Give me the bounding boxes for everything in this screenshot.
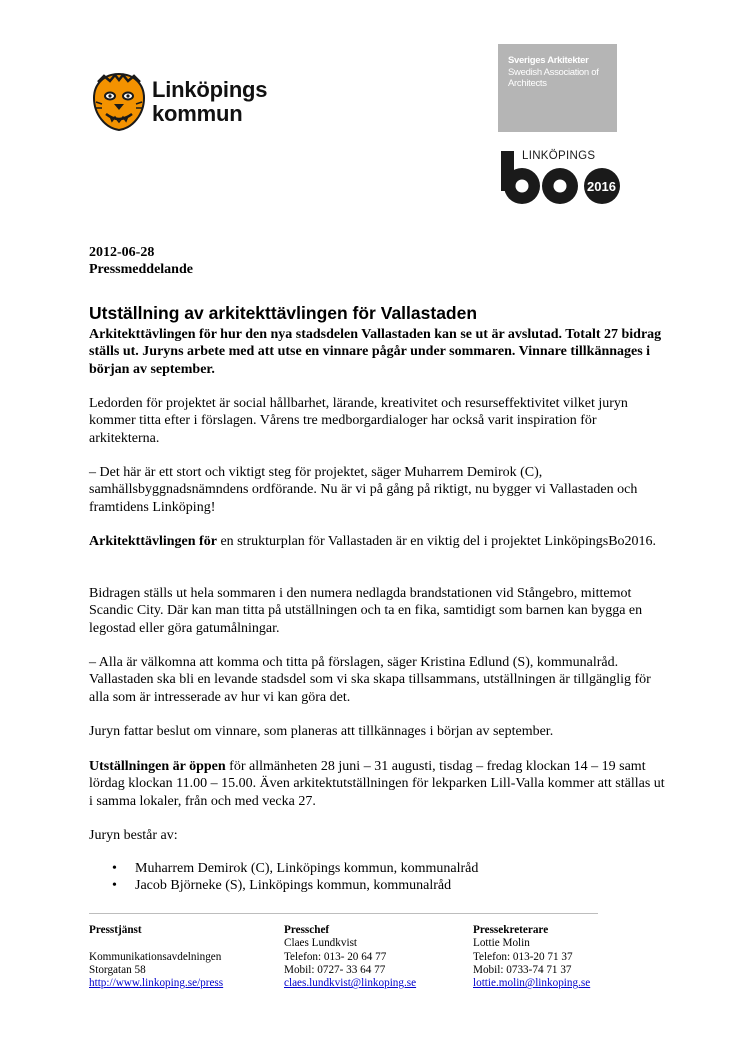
footer-line: Telefon: 013-20 71 37 [473,950,573,963]
press-link[interactable]: http://www.linkoping.se/press [89,977,224,990]
paragraph-2: – Det här är ett stort och viktigt steg för projektet, säger Muharrem Demirok (C), samhällsbyggnadsnämndens ordförande. Nu är vi på gång på riktigt, nu bygger vi Vallastaden och framtidens Linköping! [89,465,638,515]
footer-heading: Presstjänst [89,924,142,936]
jury-list [89,860,478,895]
footer-heading: Pressekreterare [473,924,549,936]
list-item: • Jacob Björneke (S), Linköpings kommun, kommunalråd [89,877,478,894]
footer-press-secretary [473,924,590,990]
footer-line: Telefon: 013- 20 64 77 [284,950,387,963]
association-name: Sveriges Arkitekter [508,55,589,66]
paragraph-7-rest: för allmänheten 28 juni – 31 augusti, tisdag – fredag klockan 14 – 19 samt lördag klockan 11.00 – 15.00. Även arkitektutställningen för lekparken Lill-Valla kommer att ställas ut i samma lokaler, från och med vecka 27. [89,759,665,809]
footer-line [89,937,223,950]
municipality-name-line2: kommun [152,101,243,126]
paragraph-4: Bidragen ställs ut hela sommaren i den numera nedlagda brandstationen vid Stångebro, mittemot Scandic City. Där kan man titta på utställningen och ta en fika, samtidigt som barnen kan bygga en legostad eller göra gatumålningar. [89,586,643,636]
paragraph-6: Juryn fattar beslut om vinnare, som planeras att tillkännages i början av september. [89,724,554,739]
municipality-name-line1: Linköpings [152,77,268,102]
footer-heading: Presschef [284,924,330,936]
footer-line: Mobil: 0733-74 71 37 [473,963,572,976]
footer-line: Kommunikationsavdelningen [89,950,222,963]
paragraph-7-bold: Utställningen är öppen [89,759,226,774]
paragraph-3-rest: en strukturplan för Vallastaden är en viktig del i projektet LinköpingsBo2016. [216,534,657,549]
bo-letter-o-counter [554,180,567,193]
municipality-logo [90,72,290,132]
footer-line: Claes Lundkvist [284,937,358,950]
list-item: • Muharrem Demirok (C), Linköpings kommun, kommunalråd [89,860,478,877]
footer-divider [89,913,598,914]
press-date: 2012-06-28 [89,245,155,260]
paragraph-5: – Alla är välkomna att komma och titta på förslagen, säger Kristina Edlund (S), kommunalråd. Vallastaden ska bli en levande stadsdel som vi ska skapa tillsammans, utställningen är tillgänglig för alla som är intresserade av hur vi kan göra det. [89,655,651,705]
municipality-name [152,78,267,126]
footer-press-service [89,924,223,990]
footer-line: Lottie Molin [473,937,530,950]
page-title: Utställning av arkitekttävlingen för Vallastaden [89,303,478,323]
bo2016-graphic [498,145,623,207]
document-meta [89,244,193,278]
paragraph-3-bold: Arkitekttävlingen för [89,534,217,549]
association-english-name: Swedish Association of Architects [508,67,599,89]
bo2016-logo [498,145,623,207]
bo-letter-b-counter [516,180,529,193]
footer-press-chief [284,924,416,990]
paragraph-7 [89,758,669,810]
lion-icon [90,72,148,132]
footer-line: Mobil: 0727- 33 64 77 [284,963,386,976]
lead-paragraph: Arkitekttävlingen för hur den nya stadsdelen Vallastaden kan se ut är avslutad. Totalt 27 bidrag ställs ut. Juryns arbete med att utse en vinnare pågår under sommaren. Vinnare tillkännages i början av september. [89,327,662,377]
paragraph-1: Ledorden för projektet är social hållbarhet, lärande, kreativitet och resurseffektivitet vilket juryn kommer titta efter i förslagen. Vårens tre medborgardialoger har också varit inspiration för arkitekterna. [89,396,628,446]
bo-logo-year: 2016 [587,179,616,194]
press-secretary-email-link[interactable]: lottie.molin@linkoping.se [473,977,591,990]
paragraph-3 [89,533,669,550]
press-chief-email-link[interactable]: claes.lundkvist@linkoping.se [284,977,417,990]
jury-intro: Juryn består av: [89,828,178,843]
document-type: Pressmeddelande [89,262,193,277]
footer-line: Storgatan 58 [89,963,146,976]
bo-logo-top-text: LINKÖPINGS [522,150,596,162]
association-logo [498,44,617,132]
